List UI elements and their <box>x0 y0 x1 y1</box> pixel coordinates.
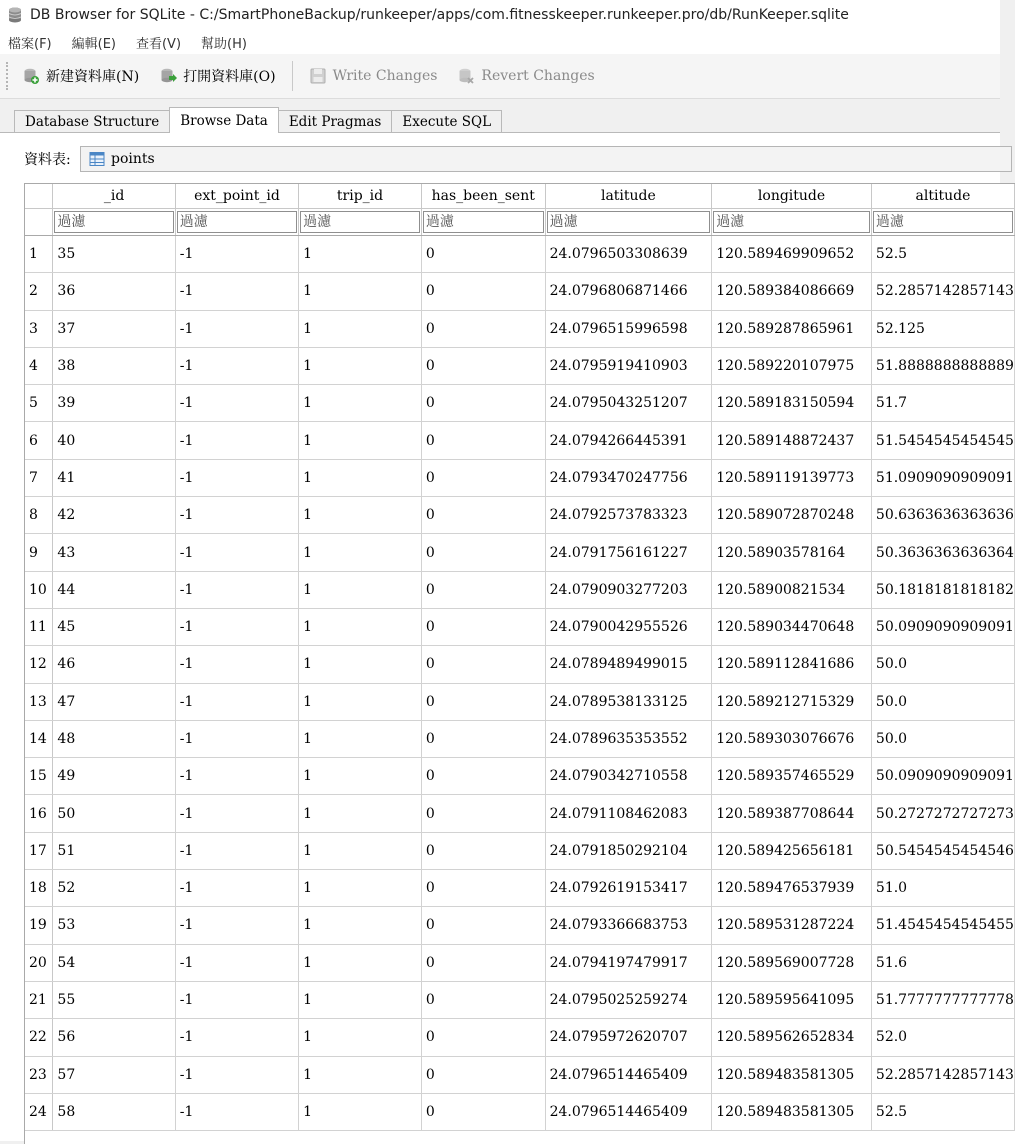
table-cell[interactable]: 43 <box>53 534 175 571</box>
table-cell[interactable]: 0 <box>421 720 545 757</box>
toolbar <box>0 54 1000 99</box>
table-cell[interactable]: 48 <box>53 720 175 757</box>
table-cell[interactable]: -1 <box>175 459 298 496</box>
row-number[interactable]: 14 <box>25 720 53 757</box>
table-cell[interactable]: 51.7 <box>871 385 1014 422</box>
table-cell[interactable]: -1 <box>175 608 298 645</box>
table-row[interactable] <box>25 1056 1015 1093</box>
table-cell[interactable]: 51.7777777777778 <box>871 981 1014 1018</box>
table-cell[interactable]: 53 <box>53 907 175 944</box>
filter-cell <box>299 209 422 236</box>
table-cell[interactable]: 0 <box>421 1093 545 1130</box>
table-cell[interactable]: 24.0793366683753 <box>545 907 712 944</box>
table-cell[interactable]: 50.3636363636364 <box>871 534 1014 571</box>
tab-execute-sql[interactable]: Execute SQL <box>391 110 502 133</box>
table-cell[interactable]: 120.589034470648 <box>712 608 872 645</box>
table-cell[interactable]: 54 <box>53 944 175 981</box>
menu-edit[interactable]: 編輯(E) <box>71 36 116 52</box>
row-number[interactable]: 2 <box>25 273 53 310</box>
write-changes-icon <box>309 67 327 85</box>
open-database-button[interactable] <box>149 60 285 92</box>
table-cell[interactable]: 1 <box>299 310 422 347</box>
corner-cell[interactable] <box>25 184 53 209</box>
revert-changes-label: Revert Changes <box>481 68 595 84</box>
table-cell[interactable]: 120.589483581305 <box>712 1056 872 1093</box>
table-cell[interactable]: 50.0 <box>871 646 1014 683</box>
table-cell[interactable]: 0 <box>421 422 545 459</box>
table-cell[interactable]: -1 <box>175 497 298 534</box>
table-cell[interactable]: 0 <box>421 944 545 981</box>
menu-help[interactable]: 幫助(H) <box>201 36 247 52</box>
table-row[interactable] <box>25 422 1015 459</box>
table-row[interactable] <box>25 1093 1015 1130</box>
main-tabs <box>14 109 501 133</box>
table-cell[interactable]: 50.0909090909091 <box>871 758 1014 795</box>
table-cell[interactable]: 120.589469909652 <box>712 236 872 273</box>
menu-bar <box>0 30 1000 54</box>
table-cell[interactable]: 120.589384086669 <box>712 273 872 310</box>
table-cell[interactable]: 120.589183150594 <box>712 385 872 422</box>
filter-corner <box>25 209 53 236</box>
table-cell[interactable]: 0 <box>421 534 545 571</box>
tab-browse-data[interactable]: Browse Data <box>169 107 279 133</box>
filter-cell <box>545 209 712 236</box>
menu-file[interactable]: 檔案(F) <box>8 36 52 52</box>
window-title: DB Browser for SQLite - C:/SmartPhoneBackup/runkeeper/apps/com.fitnesskeeper.runkeeper.pro/db/RunKeeper.sqlite <box>30 7 849 23</box>
table-cell[interactable]: 24.0794266445391 <box>545 422 712 459</box>
row-number[interactable]: 4 <box>25 347 53 384</box>
table-row[interactable] <box>25 646 1015 683</box>
table-cell[interactable]: 35 <box>53 236 175 273</box>
table-cell[interactable]: 57 <box>53 1056 175 1093</box>
table-cell[interactable]: 0 <box>421 832 545 869</box>
table-cell[interactable]: 0 <box>421 1056 545 1093</box>
filter-input-latitude[interactable] <box>547 211 711 233</box>
filter-input-trip-id[interactable] <box>300 211 420 233</box>
table-row[interactable] <box>25 1019 1015 1056</box>
column-header-longitude[interactable]: longitude <box>712 184 872 209</box>
table-cell[interactable]: 51.8888888888889 <box>871 347 1014 384</box>
table-cell[interactable]: 120.589119139773 <box>712 459 872 496</box>
row-number[interactable]: 19 <box>25 907 53 944</box>
table-cell[interactable]: 0 <box>421 347 545 384</box>
write-changes-label: Write Changes <box>332 68 438 84</box>
tab-edit-pragmas[interactable]: Edit Pragmas <box>278 110 393 133</box>
table-cell[interactable]: 1 <box>299 683 422 720</box>
table-cell[interactable]: 51.6 <box>871 944 1014 981</box>
table-cell[interactable]: 24.0792619153417 <box>545 870 712 907</box>
table-cell[interactable]: 52 <box>53 870 175 907</box>
table-row[interactable] <box>25 347 1015 384</box>
table-cell[interactable]: 24.0790042955526 <box>545 608 712 645</box>
table-select[interactable] <box>80 146 1012 172</box>
table-row[interactable] <box>25 497 1015 534</box>
table-cell[interactable]: 50.6363636363636 <box>871 497 1014 534</box>
table-cell[interactable]: 0 <box>421 1019 545 1056</box>
table-cell[interactable]: 1 <box>299 236 422 273</box>
table-cell[interactable]: 120.589483581305 <box>712 1093 872 1130</box>
row-number[interactable]: 13 <box>25 683 53 720</box>
table-cell[interactable]: 51.0909090909091 <box>871 459 1014 496</box>
table-cell[interactable]: 52.125 <box>871 310 1014 347</box>
table-cell[interactable]: 50.5454545454546 <box>871 832 1014 869</box>
table-row[interactable] <box>25 273 1015 310</box>
table-cell[interactable]: 120.589569007728 <box>712 944 872 981</box>
table-cell[interactable]: -1 <box>175 1019 298 1056</box>
row-number[interactable]: 24 <box>25 1093 53 1130</box>
table-cell[interactable]: 120.589357465529 <box>712 758 872 795</box>
table-cell[interactable]: -1 <box>175 385 298 422</box>
filter-input-longitude[interactable] <box>713 211 870 233</box>
filter-input-altitude[interactable] <box>873 211 1013 233</box>
table-cell[interactable]: 55 <box>53 981 175 1018</box>
table-row[interactable] <box>25 310 1015 347</box>
table-row[interactable] <box>25 459 1015 496</box>
table-cell[interactable]: 50.0909090909091 <box>871 608 1014 645</box>
table-cell[interactable]: 1 <box>299 795 422 832</box>
column-header-has-been-sent[interactable]: has_been_sent <box>421 184 545 209</box>
table-cell[interactable]: -1 <box>175 534 298 571</box>
table-cell[interactable]: 24.0796514465409 <box>545 1093 712 1130</box>
table-row[interactable] <box>25 870 1015 907</box>
new-database-icon <box>22 67 40 85</box>
table-cell[interactable]: -1 <box>175 758 298 795</box>
title-bar <box>0 0 1000 30</box>
table-cell[interactable]: 52.5 <box>871 1093 1014 1130</box>
table-cell[interactable]: 24.0790903277203 <box>545 571 712 608</box>
row-number[interactable]: 5 <box>25 385 53 422</box>
table-cell[interactable]: 1 <box>299 907 422 944</box>
revert-changes-button[interactable] <box>447 60 604 92</box>
table-row[interactable] <box>25 534 1015 571</box>
table-cell[interactable]: 0 <box>421 907 545 944</box>
table-cell[interactable]: 0 <box>421 310 545 347</box>
table-cell[interactable]: 58 <box>53 1093 175 1130</box>
table-cell[interactable]: 120.589303076676 <box>712 720 872 757</box>
table-cell[interactable]: 1 <box>299 385 422 422</box>
table-cell[interactable]: 24.0789538133125 <box>545 683 712 720</box>
table-cell[interactable]: 24.0791756161227 <box>545 534 712 571</box>
table-cell[interactable]: 56 <box>53 1019 175 1056</box>
row-number[interactable]: 11 <box>25 608 53 645</box>
row-number[interactable]: 1 <box>25 236 53 273</box>
row-number[interactable]: 18 <box>25 870 53 907</box>
table-cell[interactable]: 24.0791108462083 <box>545 795 712 832</box>
table-cell[interactable]: 24.0793470247756 <box>545 459 712 496</box>
table-cell[interactable]: 24.0796514465409 <box>545 1056 712 1093</box>
open-database-icon <box>159 67 177 85</box>
table-cell[interactable]: 50.0 <box>871 720 1014 757</box>
filter-input-ext-point-id[interactable] <box>177 211 297 233</box>
table-cell[interactable]: 24.0795043251207 <box>545 385 712 422</box>
column-header-trip-id[interactable]: trip_id <box>299 184 422 209</box>
row-number[interactable]: 15 <box>25 758 53 795</box>
table-label: 資料表: <box>24 152 71 168</box>
table-cell[interactable]: -1 <box>175 571 298 608</box>
table-cell[interactable]: -1 <box>175 944 298 981</box>
table-cell[interactable]: -1 <box>175 273 298 310</box>
table-cell[interactable]: 24.0796515996598 <box>545 310 712 347</box>
column-header-latitude[interactable]: latitude <box>545 184 712 209</box>
column-header-altitude[interactable]: altitude <box>871 184 1014 209</box>
table-cell[interactable]: 1 <box>299 758 422 795</box>
write-changes-button[interactable] <box>299 60 448 92</box>
menu-view[interactable]: 查看(V) <box>135 36 182 52</box>
table-cell[interactable]: 1 <box>299 459 422 496</box>
table-cell[interactable]: 0 <box>421 608 545 645</box>
filter-input-has-been-sent[interactable] <box>423 211 544 233</box>
table-cell[interactable]: 0 <box>421 870 545 907</box>
filter-cell <box>712 209 872 236</box>
table-cell[interactable]: -1 <box>175 720 298 757</box>
table-cell[interactable]: 24.0796503308639 <box>545 236 712 273</box>
table-cell[interactable]: 1 <box>299 347 422 384</box>
table-cell[interactable]: -1 <box>175 1093 298 1130</box>
table-cell[interactable]: 0 <box>421 758 545 795</box>
table-cell[interactable]: 120.589531287224 <box>712 907 872 944</box>
table-cell[interactable]: 120.58903578164 <box>712 534 872 571</box>
table-cell[interactable]: 0 <box>421 459 545 496</box>
table-cell[interactable]: 51.0 <box>871 870 1014 907</box>
row-number[interactable]: 21 <box>25 981 53 1018</box>
table-cell[interactable]: 52.2857142857143 <box>871 1056 1014 1093</box>
table-row[interactable] <box>25 720 1015 757</box>
table-cell[interactable]: 0 <box>421 571 545 608</box>
table-cell[interactable]: 1 <box>299 981 422 1018</box>
table-cell[interactable]: 0 <box>421 646 545 683</box>
table-cell[interactable]: 52.0 <box>871 1019 1014 1056</box>
table-cell[interactable]: 1 <box>299 1019 422 1056</box>
table-cell[interactable]: -1 <box>175 795 298 832</box>
table-cell[interactable]: 46 <box>53 646 175 683</box>
row-number[interactable]: 20 <box>25 944 53 981</box>
table-row[interactable] <box>25 981 1015 1018</box>
new-database-label: 新建資料庫(N) <box>46 69 140 85</box>
table-cell[interactable]: 120.589287865961 <box>712 310 872 347</box>
table-icon <box>89 151 105 167</box>
table-cell[interactable]: 120.589595641095 <box>712 981 872 1018</box>
table-cell[interactable]: 24.0790342710558 <box>545 758 712 795</box>
table-cell[interactable]: 0 <box>421 273 545 310</box>
tab-database-structure[interactable]: Database Structure <box>14 110 170 133</box>
table-cell[interactable]: 1 <box>299 273 422 310</box>
table-cell[interactable]: 52.2857142857143 <box>871 273 1014 310</box>
table-row[interactable] <box>25 236 1015 273</box>
table-row[interactable] <box>25 795 1015 832</box>
table-cell[interactable]: 0 <box>421 795 545 832</box>
table-row[interactable] <box>25 907 1015 944</box>
row-number[interactable]: 7 <box>25 459 53 496</box>
table-cell[interactable]: 0 <box>421 981 545 1018</box>
table-cell[interactable]: 24.0789635353552 <box>545 720 712 757</box>
filter-cell <box>175 209 298 236</box>
table-cell[interactable]: 38 <box>53 347 175 384</box>
table-cell[interactable]: 0 <box>421 236 545 273</box>
table-cell[interactable]: 50.1818181818182 <box>871 571 1014 608</box>
table-cell[interactable]: 0 <box>421 385 545 422</box>
table-cell[interactable]: 1 <box>299 944 422 981</box>
new-database-button[interactable] <box>12 60 149 92</box>
filter-cell <box>53 209 175 236</box>
table-cell[interactable]: -1 <box>175 236 298 273</box>
table-cell[interactable]: 1 <box>299 1056 422 1093</box>
table-row[interactable] <box>25 571 1015 608</box>
table-cell[interactable]: 52.5 <box>871 236 1014 273</box>
table-cell[interactable]: -1 <box>175 347 298 384</box>
data-grid <box>24 183 1015 1144</box>
table-cell[interactable]: -1 <box>175 907 298 944</box>
table-cell[interactable]: 40 <box>53 422 175 459</box>
table-cell[interactable]: 50.2727272727273 <box>871 795 1014 832</box>
table-select-value: points <box>111 151 155 167</box>
table-cell[interactable]: 24.0792573783323 <box>545 497 712 534</box>
table-cell[interactable]: 49 <box>53 758 175 795</box>
toolbar-separator <box>292 61 293 91</box>
table-cell[interactable]: 24.0796806871466 <box>545 273 712 310</box>
table-cell[interactable]: 120.589220107975 <box>712 347 872 384</box>
table-cell[interactable]: 51.5454545454545 <box>871 422 1014 459</box>
column-header-ext-point-id[interactable]: ext_point_id <box>175 184 298 209</box>
table-cell[interactable]: 1 <box>299 832 422 869</box>
table-cell[interactable]: 120.58900821534 <box>712 571 872 608</box>
table-cell[interactable]: -1 <box>175 683 298 720</box>
table-cell[interactable]: 24.0795972620707 <box>545 1019 712 1056</box>
table-row[interactable] <box>25 385 1015 422</box>
table-cell[interactable]: 120.589476537939 <box>712 870 872 907</box>
table-cell[interactable]: 41 <box>53 459 175 496</box>
row-number[interactable]: 16 <box>25 795 53 832</box>
table-row[interactable] <box>25 608 1015 645</box>
table-cell[interactable]: 51 <box>53 832 175 869</box>
table-cell[interactable]: 1 <box>299 608 422 645</box>
table-cell[interactable]: 0 <box>421 497 545 534</box>
table-cell[interactable]: 50.0 <box>871 683 1014 720</box>
table-cell[interactable]: 1 <box>299 1093 422 1130</box>
table-cell[interactable]: 24.0795025259274 <box>545 981 712 1018</box>
table-cell[interactable]: 44 <box>53 571 175 608</box>
table-cell[interactable]: 24.0794197479917 <box>545 944 712 981</box>
row-number[interactable]: 9 <box>25 534 53 571</box>
table-row[interactable] <box>25 832 1015 869</box>
table-cell[interactable]: 1 <box>299 870 422 907</box>
filter-input-id[interactable] <box>54 211 173 233</box>
table-cell[interactable]: -1 <box>175 310 298 347</box>
table-cell[interactable]: -1 <box>175 981 298 1018</box>
table-cell[interactable]: 50 <box>53 795 175 832</box>
header-row <box>25 184 1015 209</box>
table-cell[interactable]: 45 <box>53 608 175 645</box>
row-number[interactable]: 12 <box>25 646 53 683</box>
table-cell[interactable]: 1 <box>299 571 422 608</box>
data-table <box>25 184 1015 1131</box>
row-number[interactable]: 17 <box>25 832 53 869</box>
database-icon <box>6 6 24 24</box>
data-rows <box>25 236 1015 1131</box>
row-number[interactable]: 22 <box>25 1019 53 1056</box>
table-cell[interactable]: 1 <box>299 497 422 534</box>
filter-cell <box>871 209 1014 236</box>
revert-changes-icon <box>457 67 475 85</box>
table-cell[interactable]: 120.589212715329 <box>712 683 872 720</box>
table-cell[interactable]: -1 <box>175 870 298 907</box>
table-cell[interactable]: 120.589387708644 <box>712 795 872 832</box>
table-cell[interactable]: 120.589112841686 <box>712 646 872 683</box>
row-number[interactable]: 8 <box>25 497 53 534</box>
row-number[interactable]: 23 <box>25 1056 53 1093</box>
table-cell[interactable]: 24.0795919410903 <box>545 347 712 384</box>
column-header-id[interactable]: _id <box>53 184 175 209</box>
table-cell[interactable]: 47 <box>53 683 175 720</box>
row-number[interactable]: 10 <box>25 571 53 608</box>
table-cell[interactable]: 1 <box>299 720 422 757</box>
row-number[interactable]: 6 <box>25 422 53 459</box>
table-cell[interactable]: 1 <box>299 534 422 571</box>
open-database-label: 打開資料庫(O) <box>183 69 276 85</box>
table-cell[interactable]: 120.589425656181 <box>712 832 872 869</box>
table-row[interactable] <box>25 683 1015 720</box>
table-cell[interactable]: 120.589562652834 <box>712 1019 872 1056</box>
table-row[interactable] <box>25 944 1015 981</box>
table-cell[interactable]: 0 <box>421 683 545 720</box>
filter-row <box>25 209 1015 236</box>
table-cell[interactable]: -1 <box>175 422 298 459</box>
table-cell[interactable]: 42 <box>53 497 175 534</box>
table-cell[interactable]: 51.4545454545455 <box>871 907 1014 944</box>
table-cell[interactable]: 120.589072870248 <box>712 497 872 534</box>
table-cell[interactable]: 1 <box>299 646 422 683</box>
table-cell[interactable]: -1 <box>175 1056 298 1093</box>
table-cell[interactable]: 120.589148872437 <box>712 422 872 459</box>
filter-cell <box>421 209 545 236</box>
table-cell[interactable]: -1 <box>175 646 298 683</box>
table-cell[interactable]: -1 <box>175 832 298 869</box>
table-cell[interactable]: 24.0789489499015 <box>545 646 712 683</box>
table-cell[interactable]: 36 <box>53 273 175 310</box>
table-cell[interactable]: 1 <box>299 422 422 459</box>
row-number[interactable]: 3 <box>25 310 53 347</box>
table-row[interactable] <box>25 758 1015 795</box>
table-cell[interactable]: 24.0791850292104 <box>545 832 712 869</box>
table-cell[interactable]: 37 <box>53 310 175 347</box>
table-cell[interactable]: 39 <box>53 385 175 422</box>
